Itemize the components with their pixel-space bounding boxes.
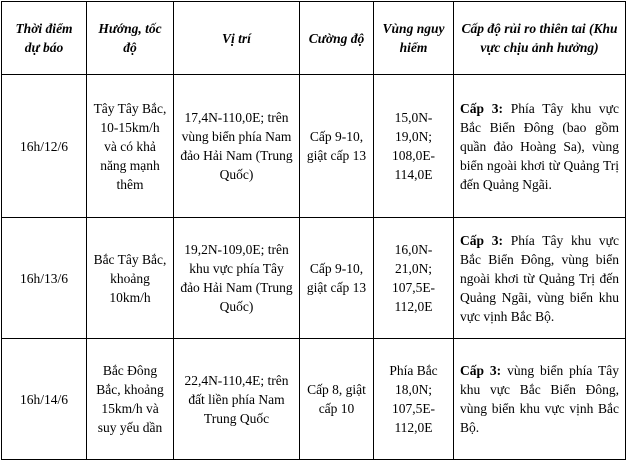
cell-position: 17,4N-110,0E; trên vùng biển phía Nam đảo Hải Nam (Trung Quốc) — [174, 75, 300, 218]
cell-danger-zone: 15,0N-19,0N; 108,0E-114,0E — [374, 75, 454, 218]
cell-intensity: Cấp 8, giật cấp 10 — [300, 339, 374, 460]
cell-danger-zone: 16,0N-21,0N; 107,5E-112,0E — [374, 218, 454, 339]
cell-time: 16h/13/6 — [2, 218, 87, 339]
risk-level: Cấp 3: — [460, 232, 503, 248]
cell-risk — [454, 75, 626, 218]
header-risk: Cấp độ rủi ro thiên tai (Khu vực chịu ảnh hưởng) — [454, 2, 626, 75]
cell-direction: Tây Tây Bắc, 10-15km/h và có khả năng mạnh thêm — [87, 75, 174, 218]
header-danger-zone: Vùng nguy hiểm — [374, 2, 454, 75]
cell-intensity: Cấp 9-10, giật cấp 13 — [300, 218, 374, 339]
header-direction: Hướng, tốc độ — [87, 2, 174, 75]
cell-position: 19,2N-109,0E; trên khu vực phía Tây đảo Hải Nam (Trung Quốc) — [174, 218, 300, 339]
cell-time: 16h/14/6 — [2, 339, 87, 460]
table-row — [2, 218, 626, 339]
cell-risk — [454, 218, 626, 339]
cell-direction: Bắc Tây Bắc, khoảng 10km/h — [87, 218, 174, 339]
forecast-table — [1, 1, 626, 460]
cell-risk — [454, 339, 626, 460]
header-row — [2, 2, 626, 75]
cell-intensity: Cấp 9-10, giật cấp 13 — [300, 75, 374, 218]
risk-level: Cấp 3: — [460, 100, 503, 116]
cell-position: 22,4N-110,4E; trên đất liền phía Nam Trung Quốc — [174, 339, 300, 460]
cell-danger-zone: Phía Bắc 18,0N; 107,5E-112,0E — [374, 339, 454, 460]
header-intensity: Cường độ — [300, 2, 374, 75]
table-row — [2, 75, 626, 218]
table-row — [2, 339, 626, 460]
risk-text: Phía Tây khu vực Bắc Biển Đông (bao gồm quần đảo Hoàng Sa), vùng biển ngoài khơi từ Quảng Trị đến Quảng Ngãi. — [460, 100, 619, 192]
cell-direction: Bắc Đông Bắc, khoảng 15km/h và suy yếu dần — [87, 339, 174, 460]
cell-time: 16h/12/6 — [2, 75, 87, 218]
header-position: Vị trí — [174, 2, 300, 75]
risk-level: Cấp 3: — [460, 363, 502, 378]
risk-text: vùng biển phía Tây khu vực Bắc Biển Đông, vùng biển khu vực vịnh Bắc Bộ. — [460, 363, 619, 435]
risk-text: Phía Tây khu vực Bắc Biển Đông, vùng biển ngoài khơi từ Quảng Trị đến Quảng Ngãi, vùng biển khu vực vịnh Bắc Bộ. — [460, 232, 619, 324]
header-time: Thời điểm dự báo — [2, 2, 87, 75]
